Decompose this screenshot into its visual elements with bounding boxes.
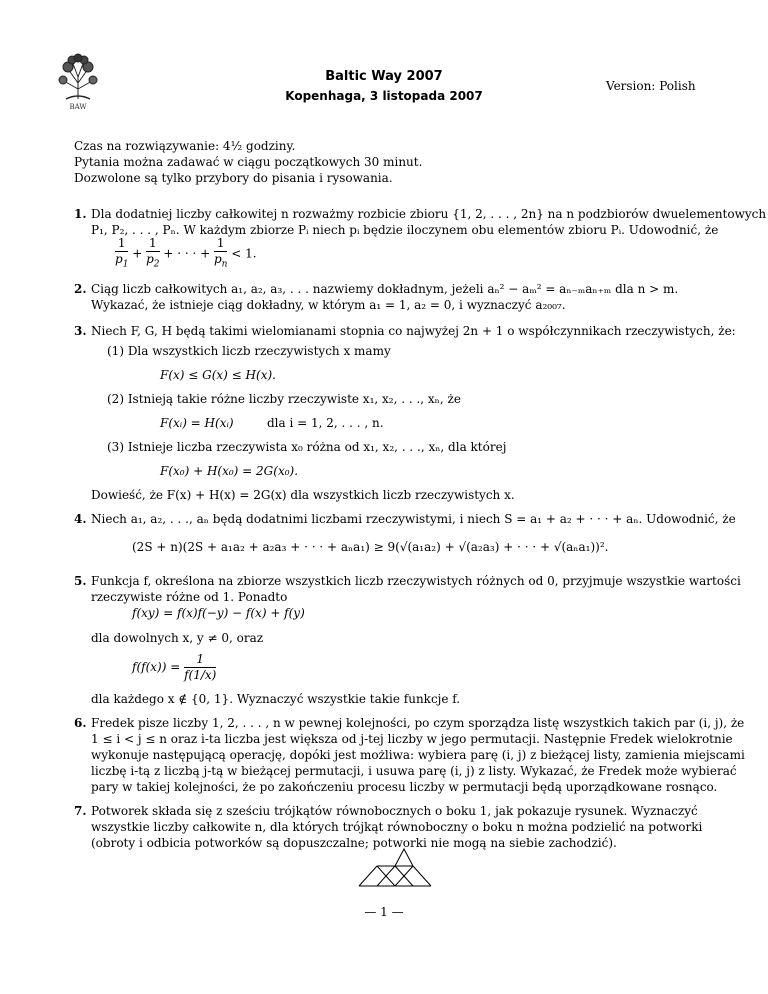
problem-4-number: 4. (74, 512, 87, 526)
problem-3-cond-3: (3) Istnieje liczba rzeczywista x₀ różna od x₁, x₂, . . ., xₙ, dla której (107, 440, 507, 454)
problem-5-formula-2: f(f(x)) = $\frac{1}{f(1/x)}$ (132, 652, 217, 682)
intro-questions: Pytania można zadawać w ciągu początkowych 30 minut. (74, 155, 423, 169)
page-title: Baltic Way 2007 (325, 69, 443, 84)
problem-3-conclusion: Dowieść, że F(x) + H(x) = 2G(x) dla wszystkich liczb rzeczywistych x. (91, 488, 515, 502)
problem-6-text-5: pary w takiej kolejności, że po zakończeniu procesu liczby w permutacji będą uporządkowane rosnąco. (91, 780, 718, 794)
problem-6-text-2: 1 ≤ i < j ≤ n oraz i-ta liczba jest większa od j-tej liczby w jego permutacji. Następnie Fredek wielokrotnie (91, 732, 733, 746)
svg-text:BAW: BAW (69, 103, 87, 111)
page-subtitle: Kopenhaga, 3 listopada 2007 (285, 89, 483, 103)
problem-4-text: Niech a₁, a₂, . . ., aₙ będą dodatnimi liczbami rzeczywistymi, i niech S = a₁ + a₂ + · · · + aₙ. Udowodnić, że (91, 512, 736, 526)
problem-1-text-2: P₁, P₂, . . . , Pₙ. W każdym zbiorze Pᵢ niech pᵢ będzie iloczynem obu elementów zbioru Pᵢ. Udowodnić, że (91, 223, 719, 237)
problem-6-text-3: wykonuje następującą operację, dopóki jest możliwa: wybiera parę (i, j) z bieżącej listy, zamienia miejscami (91, 748, 745, 762)
problem-3-cond-2: (2) Istnieją takie różne liczby rzeczywiste x₁, x₂, . . ., xₙ, że (107, 392, 461, 406)
problem-6-text-1: Fredek pisze liczby 1, 2, . . . , n w pewnej kolejności, po czym sporządza listę wszystkich takich par (i, j), że (91, 716, 745, 730)
problem-3-number: 3. (74, 324, 87, 338)
problem-5-text-4: dla każdego x ∉ {0, 1}. Wyznaczyć wszystkie takie funkcje f. (91, 692, 461, 706)
problem-5-text: Funkcja f, określona na zbiorze wszystkich liczb rzeczywistych różnych od 0, przyjmuje wszystkie wartości (91, 574, 741, 588)
intro-tools: Dozwolone są tylko przybory do pisania i rysowania. (74, 171, 393, 185)
version-label: Version: Polish (606, 79, 696, 93)
problem-7-text-2: wszystkie liczby całkowite n, dla których trójkąt równoboczny o boku n można podzielić na potworki (91, 820, 703, 834)
problem-5-text-3: dla dowolnych x, y ≠ 0, oraz (91, 631, 264, 645)
problem-3-cond-1: (1) Dla wszystkich liczb rzeczywistych x mamy (107, 344, 391, 358)
potworek-figure (355, 846, 435, 890)
problem-2-text: Ciąg liczb całkowitych a₁, a₂, a₃, . . . nazwiemy dokładnym, jeżeli aₙ² − aₘ² = aₙ₋ₘaₙ₊ₘ dla n > m. (91, 282, 679, 296)
problem-3-formula-1: F(x) ≤ G(x) ≤ H(x). (160, 368, 276, 382)
intro-time: Czas na rozwiązywanie: 4½ godziny. (74, 139, 296, 153)
problem-6-number: 6. (74, 716, 87, 730)
problem-4-formula: (2S + n)(2S + a₁a₂ + a₂a₃ + · · · + aₙa₁) ≥ 9(√(a₁a₂) + √(a₂a₃) + · · · + √(aₙa₁))². (132, 540, 609, 554)
problem-7-text-1: Potworek składa się z sześciu trójkątów równobocznych o boku 1, jak pokazuje rysunek. Wyznaczyć (91, 804, 698, 818)
problem-7-text-3: (obroty i odbicia potworków są dopuszczalne; potworki nie mogą na siebie zachodzić). (91, 836, 617, 850)
problem-2-text-2: Wykazać, że istnieje ciąg dokładny, w którym a₁ = 1, a₂ = 0, i wyznaczyć a₂₀₀₇. (91, 298, 566, 312)
problem-5-number: 5. (74, 574, 87, 588)
problem-6-text-4: liczbę i-tą z liczbą j-tą w bieżącej permutacji, i usuwa parę (i, j) z listy. Wykazać, że Fredek może wybierać (91, 764, 737, 778)
problem-3-formula-2b: dla i = 1, 2, . . . , n. (267, 416, 384, 430)
problem-5-formula-1: f(xy) = f(x)f(−y) − f(x) + f(y) (132, 606, 305, 620)
problem-3-formula-2a: F(xᵢ) = H(xᵢ) (160, 416, 234, 430)
problem-7-number: 7. (74, 804, 87, 818)
problem-1-number: 1. (74, 207, 87, 221)
problem-1-formula: $\frac{1}{p_1}$ + $\frac{1}{p_2}$ + · · · + $\frac{1}{p_n}$ < 1. (115, 236, 257, 270)
problem-5-text-2: rzeczywiste różne od 1. Ponadto (91, 590, 288, 604)
page-number: — 1 — (364, 905, 404, 919)
problem-3-text: Niech F, G, H będą takimi wielomianami stopnia co najwyżej 2n + 1 o współczynnikach rzeczywistych, że: (91, 324, 736, 338)
problem-1-text: Dla dodatniej liczby całkowitej n rozważmy rozbicie zbioru {1, 2, . . . , 2n} na n podzbiorów dwuelementowych (91, 207, 767, 221)
problem-2-number: 2. (74, 282, 87, 296)
problem-3-formula-3: F(x₀) + H(x₀) = 2G(x₀). (160, 464, 299, 478)
